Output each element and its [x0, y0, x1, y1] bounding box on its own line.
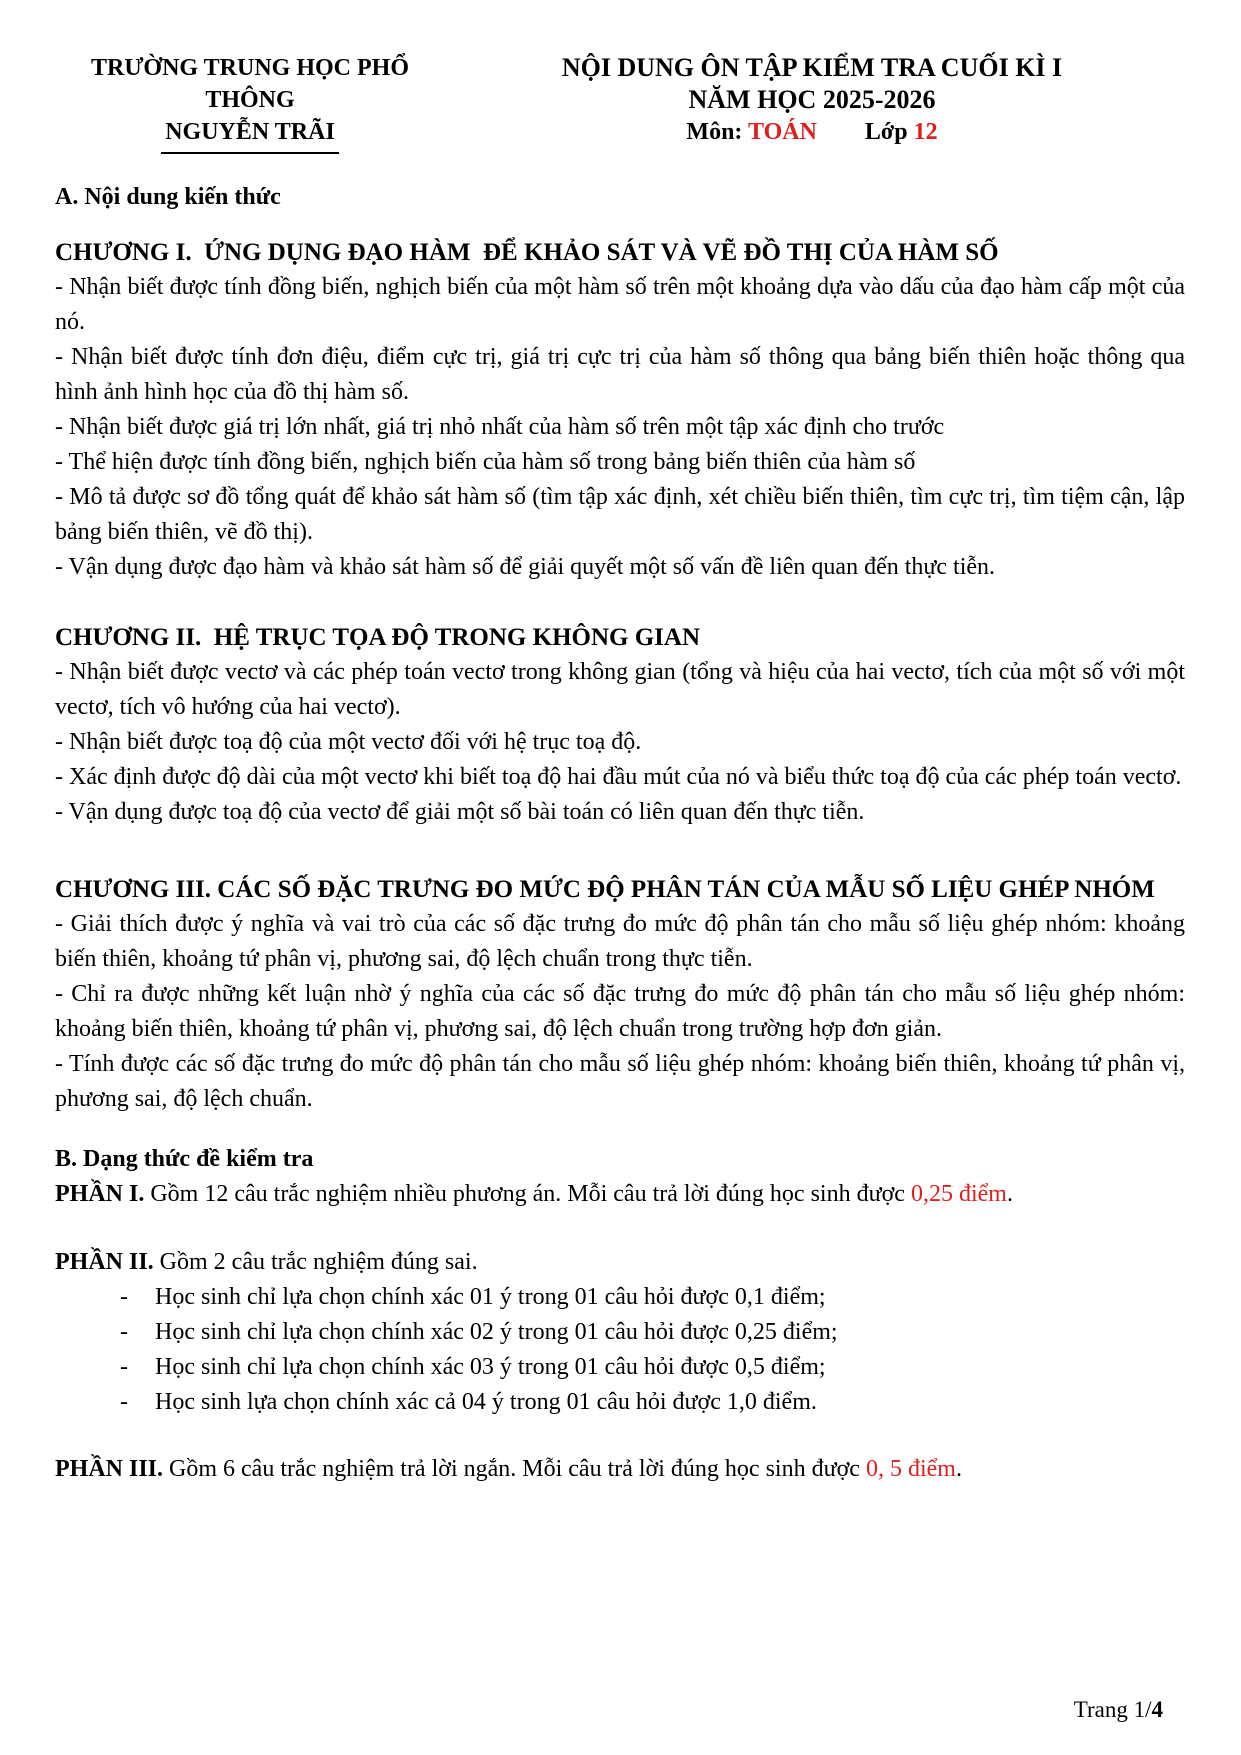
subject-value: TOÁN	[748, 119, 817, 145]
part-3-score: 0, 5 điểm	[865, 1456, 956, 1482]
chapter-3-bullet: - Giải thích được ý nghĩa và vai trò của các số đặc trưng đo mức độ phân tán cho mẫu số liệu ghép nhóm: khoảng biến thiên, khoảng tứ phân vị, phương sai, độ lệch chuẩn trong thực tiễn.	[55, 911, 1185, 972]
document-header	[55, 52, 1185, 154]
chapter-1-title: CHƯƠNG I. ỨNG DỤNG ĐẠO HÀM ĐỂ KHẢO SÁT VÀ VẼ ĐỒ THỊ CỦA HÀM SỐ	[55, 239, 999, 266]
part-2-item	[55, 1315, 1185, 1350]
part-3-text: Gồm 6 câu trắc nghiệm trả lời ngắn. Mỗi câu trả lời đúng học sinh được	[163, 1456, 866, 1482]
dash-bullet: -	[120, 1284, 128, 1310]
doc-title-line2: NĂM HỌC 2025-2026	[688, 85, 936, 114]
chapter-1-bullet: - Nhận biết được tính đồng biến, nghịch biến của một hàm số trên một khoảng dựa vào dấu của đạo hàm cấp một của nó.	[55, 274, 1185, 335]
section-a-heading: A. Nội dung kiến thức	[55, 184, 281, 210]
part-2-item-text: Học sinh chỉ lựa chọn chính xác 01 ý trong 01 câu hỏi được 0,1 điểm;	[155, 1284, 826, 1310]
chapter-2-bullet: - Vận dụng được toạ độ của vectơ để giải một số bài toán có liên quan đến thực tiễn.	[55, 799, 865, 825]
school-block	[55, 52, 445, 154]
part-2-paragraph	[55, 1245, 1185, 1280]
dash-bullet: -	[120, 1354, 128, 1380]
chapter-1-bullet: - Vận dụng được đạo hàm và khảo sát hàm số để giải quyết một số vấn đề liên quan đến thực tiễn.	[55, 554, 996, 580]
part-1-suffix: .	[1006, 1181, 1013, 1207]
part-2-item	[55, 1385, 1185, 1420]
chapter-2-bullet: - Nhận biết được toạ độ của một vectơ đối với hệ trục toạ độ.	[55, 729, 642, 755]
part-3-suffix: .	[955, 1456, 962, 1482]
dash-bullet: -	[120, 1319, 128, 1345]
subject-label: Môn:	[686, 119, 743, 145]
page-number	[1074, 1695, 1163, 1725]
part-1-paragraph	[55, 1177, 1185, 1212]
class-value: 12	[913, 119, 938, 145]
school-name-line2: NGUYỄN TRÃI	[161, 116, 339, 154]
class-label: Lớp	[864, 119, 908, 145]
section-b-heading: B. Dạng thức đề kiểm tra	[55, 1146, 314, 1172]
title-block	[527, 52, 1097, 148]
chapter-2-bullet: - Nhận biết được vectơ và các phép toán vectơ trong không gian (tổng và hiệu của hai vectơ, tích của một số với một vectơ, tích vô hướng của hai vectơ).	[55, 659, 1185, 720]
chapter-2-bullet: - Xác định được độ dài của một vectơ khi biết toạ độ hai đầu mút của nó và biểu thức toạ độ của các phép toán vectơ.	[55, 764, 1182, 790]
doc-title-line1: NỘI DUNG ÔN TẬP KIỂM TRA CUỐI KÌ I	[561, 53, 1063, 82]
part-3-label: PHẦN III.	[55, 1456, 164, 1482]
chapter-1-bullet: - Nhận biết được tính đơn điệu, điểm cực trị, giá trị cực trị của hàm số thông qua bảng biến thiên hoặc thông qua hình ảnh hình học của đồ thị hàm số.	[55, 344, 1185, 405]
part-2-text: Gồm 2 câu trắc nghiệm đúng sai.	[153, 1249, 478, 1275]
part-3-paragraph	[55, 1452, 1185, 1487]
page-number-label: Trang 1/	[1073, 1697, 1152, 1722]
part-1-label: PHẦN I.	[55, 1181, 145, 1207]
part-2-item	[55, 1280, 1185, 1315]
chapter-3-bullet: - Tính được các số đặc trưng đo mức độ phân tán cho mẫu số liệu ghép nhóm: khoảng biến thiên, khoảng tứ phân vị, phương sai, độ lệch chuẩn.	[55, 1051, 1185, 1112]
part-2-item	[55, 1350, 1185, 1385]
school-name-line1: TRƯỜNG TRUNG HỌC PHỔ THÔNG	[90, 55, 409, 113]
part-2-label: PHẦN II.	[55, 1249, 154, 1275]
chapter-1	[55, 235, 1185, 585]
part-2-item-text: Học sinh chỉ lựa chọn chính xác 03 ý trong 01 câu hỏi được 0,5 điểm;	[155, 1354, 826, 1380]
page-number-total: 4	[1151, 1697, 1163, 1722]
chapter-1-bullet: - Mô tả được sơ đồ tổng quát để khảo sát hàm số (tìm tập xác định, xét chiều biến thiên, tìm cực trị, tìm tiệm cận, lập bảng biến thiên, vẽ đồ thị).	[55, 484, 1185, 545]
chapter-3-bullet: - Chỉ ra được những kết luận nhờ ý nghĩa của các số đặc trưng đo mức độ phân tán cho mẫu số liệu ghép nhóm: khoảng biến thiên, khoảng tứ phân vị, phương sai, độ lệch chuẩn trong trường hợp đơn giản.	[55, 981, 1185, 1042]
chapter-2	[55, 620, 1185, 830]
chapter-1-bullet: - Nhận biết được giá trị lớn nhất, giá trị nhỏ nhất của hàm số trên một tập xác định cho trước	[55, 414, 945, 440]
chapter-3-title: CHƯƠNG III. CÁC SỐ ĐẶC TRƯNG ĐO MỨC ĐỘ PHÂN TÁN CỦA MẪU SỐ LIỆU GHÉP NHÓM	[55, 876, 1155, 903]
part-1-score: 0,25 điểm	[910, 1181, 1007, 1207]
subject-line	[527, 116, 1097, 148]
part-2-item-text: Học sinh chỉ lựa chọn chính xác 02 ý trong 01 câu hỏi được 0,25 điểm;	[155, 1319, 838, 1345]
dash-bullet: -	[120, 1389, 128, 1415]
chapter-2-title: CHƯƠNG II. HỆ TRỤC TỌA ĐỘ TRONG KHÔNG GIAN	[55, 624, 700, 651]
part-2-item-text: Học sinh lựa chọn chính xác cả 04 ý trong 01 câu hỏi được 1,0 điểm.	[155, 1389, 817, 1415]
part-1-text: Gồm 12 câu trắc nghiệm nhiều phương án. Mỗi câu trả lời đúng học sinh được	[144, 1181, 911, 1207]
chapter-1-bullet: - Thể hiện được tính đồng biến, nghịch biến của hàm số trong bảng biến thiên của hàm số	[55, 449, 916, 475]
chapter-3	[55, 872, 1185, 1117]
